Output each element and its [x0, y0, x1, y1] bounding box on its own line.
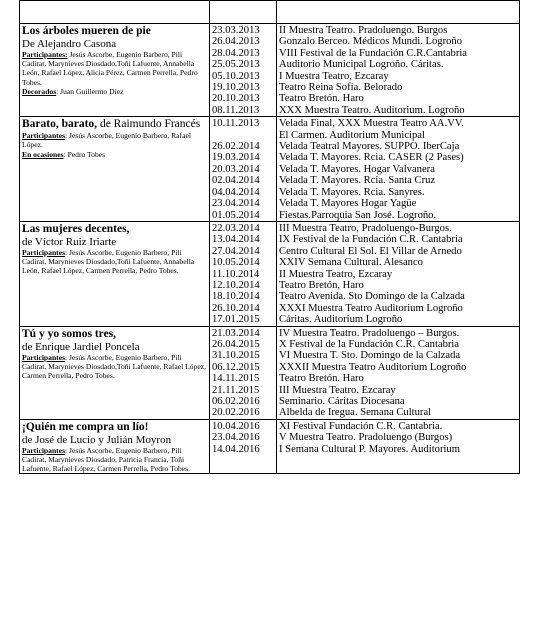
performance-venue: II Muestra Teatro. Pradoluengo. Burgos — [279, 25, 448, 36]
play-row — [20, 24, 520, 117]
play-author: de José de Lucio y Julián Moyron — [22, 433, 172, 446]
performance-venue: III Muestra Teatro, Pradoluengo-Burgos. — [279, 222, 452, 234]
performance-date: 23.04.2016 — [212, 432, 260, 444]
play-title: Barato, barato, de Raimundo Francés — [22, 118, 201, 131]
performance-date: 26.02.2014 — [212, 141, 260, 153]
participants-label: Participantes — [22, 131, 66, 141]
performance-date: 08.11.2013 — [212, 104, 260, 116]
performance-venue: Teatro Bretón. Haro — [279, 373, 364, 385]
performance-date: 04.04.2014 — [212, 186, 260, 198]
performance-venue: Fiestas.Parroquia San José. Logroño. — [279, 209, 437, 221]
extra-label: En ocasiones — [22, 149, 64, 159]
performance-venue: XXX Muestra Teatro. Auditorium. Logroño — [279, 104, 465, 116]
extra-text: : Pedro Tobes — [63, 149, 106, 159]
performance-date — [212, 130, 274, 141]
performance-venue: Centro Cultural El Sol. El Villar de Arnedo — [279, 245, 462, 257]
performance-venue: I Semana Cultural P. Mayores. Auditorium — [279, 443, 460, 455]
performance-venue: XXXII Muestra Teatro Auditorium Logroño — [279, 361, 467, 373]
performance-date: 23.04.2014 — [212, 198, 260, 210]
dates-cell — [210, 419, 277, 474]
performance-venue: Teatro Reina Sofía. Belorado — [279, 82, 403, 94]
performance-venue: XI Festival Fundación C.R. Cantabria. — [279, 420, 443, 432]
performance-venue: Velada T. Mayores. Rcia. Sanyres. — [279, 186, 425, 198]
play-info-cell — [20, 24, 210, 117]
performance-date: 10.11.2013 — [212, 118, 260, 130]
play-info-cell — [20, 117, 210, 222]
play-author: De Alejandro Casona — [22, 38, 117, 50]
performance-date: 17.01.2015 — [212, 314, 260, 326]
performance-date: 01.05.2014 — [212, 209, 260, 221]
performance-venue: Velada Teatral Mayores. SUPPO. IberCaja — [279, 141, 460, 153]
play-info-cell — [20, 419, 210, 474]
performance-date: 12.10.2014 — [212, 279, 260, 291]
performance-venue: XXIV Semana Cultural. Alesanco — [279, 257, 423, 269]
play-title: ¡Quién me compra un lío! — [22, 420, 149, 433]
play-title: Tú y yo somos tres, — [22, 327, 117, 340]
performance-venue: II Muestra Teatro, Ezcaray — [279, 268, 393, 280]
performance-venue: Velada Final, XXX Muestra Teatro AA.VV. — [279, 118, 464, 130]
performance-date: 06.02.2016 — [212, 396, 260, 407]
performance-venue: III Muestra Teatro. Ezcaray — [279, 384, 396, 396]
venues-cell — [277, 24, 520, 117]
venues-cell — [277, 326, 520, 419]
performance-venue: VI Muestra T. Sto. Domingo de la Calzada — [279, 350, 461, 362]
performance-date: 10.05.2014 — [212, 257, 260, 269]
performance-venue: V Muestra Teatro. Pradoluengo (Burgos) — [279, 432, 453, 444]
performance-venue: Gonzalo Berceo. Médicos Mundi. Logroño — [279, 36, 462, 48]
performance-date: 14.11.2015 — [212, 373, 260, 385]
performance-venue: Velada T. Mayores. Rcia. CASER (2 Pases) — [279, 152, 464, 164]
performance-date: 11.10.2014 — [212, 268, 260, 280]
performance-date: 19.03.2014 — [212, 152, 260, 164]
participants-list: : Jesús Ascorbe, Eugenio Barbero, Pili Cadirat, Marynieves Diosdado,Toñi Lafuente, Annabella León, Rafael López, Carmen Perrella, Pedro Tobes. — [22, 247, 195, 276]
play-info-cell — [20, 326, 210, 419]
dates-cell — [210, 24, 277, 117]
performance-venue: VIII Festival de la Fundación C.R.Cantabria — [279, 47, 467, 59]
performance-date: 05.10.2013 — [212, 70, 260, 82]
performance-venue: Teatro Bretón, Haro — [279, 279, 364, 291]
extra-label: Decorados — [22, 86, 57, 96]
performance-venue: Albelda de Iregua. Semana Cultural — [279, 407, 432, 419]
performance-date: 20.10.2013 — [212, 93, 260, 105]
performance-date: 26.04.2015 — [212, 338, 260, 350]
performance-venue: Auditorio Municipal Logroño. Cáritas. — [279, 59, 444, 71]
performance-date: 19.10.2013 — [212, 82, 260, 94]
participants — [22, 248, 207, 276]
performance-date: 10.04.2016 — [212, 420, 260, 432]
performance-venue: Velada T. Mayores. Hogar Valvanera — [279, 163, 435, 175]
performance-venue: Teatro Avenida. Sto Domingo de la Calzada — [279, 291, 465, 303]
participants — [22, 446, 207, 474]
performance-date: 20.02.2016 — [212, 407, 260, 419]
table-row-top — [20, 1, 520, 24]
performance-date: 26.10.2014 — [212, 302, 260, 314]
performance-date: 21.11.2015 — [212, 384, 260, 396]
performance-date: 02.04.2014 — [212, 175, 260, 187]
performance-venue: El Carmen. Auditorium Municipal — [279, 129, 425, 141]
play-info-cell — [20, 221, 210, 326]
play-row — [20, 221, 520, 326]
performance-date: 26.04.2013 — [212, 36, 260, 48]
extra-text: : Juan Guillermo Díez — [56, 86, 124, 96]
venues-cell — [277, 419, 520, 474]
participants-list: Jesús Ascorbe, Eugenio Barbero, Pili Cadirat, Marynieves Diosdado,Toñi Lafuente, Annabella León, Rafael López, Alicia Pérez, Carmen Perrella, Pedro Tobes. — [22, 50, 198, 87]
performance-venue: IX Festival de la Fundación C.R. Cantabria — [279, 234, 463, 246]
participants-label: Participantes — [22, 445, 66, 455]
participants-label: Participantes: — [22, 50, 68, 59]
performance-date: 13.04.2014 — [212, 234, 260, 246]
participants-label: Participantes — [22, 247, 66, 257]
performance-date: 25.05.2013 — [212, 59, 260, 71]
performance-venue: XXXI Muestra Teatro Auditorium Logroño — [279, 302, 463, 314]
play-author: de Enrique Jardiel Poncela — [22, 340, 140, 353]
participants-label: Participantes — [22, 352, 66, 362]
performance-venue: Teatro Bretón. Haro — [279, 93, 364, 105]
dates-cell — [210, 117, 277, 222]
dates-cell — [210, 221, 277, 326]
performance-date: 14.04.2016 — [212, 443, 260, 455]
play-row — [20, 326, 520, 419]
play-title: Las mujeres decentes, — [22, 222, 130, 235]
performance-date: 21.03.2014 — [212, 327, 260, 339]
play-row — [20, 419, 520, 474]
performance-venue: Velada T. Mayores Hogar Yagüe — [279, 198, 417, 210]
dates-cell — [210, 326, 277, 419]
play-row — [20, 117, 520, 222]
performance-venue: Cáritas. Auditorium Logroño — [279, 314, 403, 326]
performance-date: 27.04.2014 — [212, 245, 260, 257]
performance-date: 28.04.2013 — [212, 47, 260, 59]
participants-list: : Jesús Ascorbe, Eugenio Barbero, Pili Cadirat, Marynieves Diosdado,Toñi Lafuente, Rafael López, Carmen Perrella, Pedro Tobes. — [22, 352, 206, 380]
extra-credit — [22, 150, 207, 159]
participants — [22, 50, 207, 87]
performance-date: 22.03.2014 — [212, 222, 260, 234]
performance-date: 23.03.2013 — [212, 25, 260, 36]
performances-table — [19, 0, 520, 474]
venues-cell — [277, 221, 520, 326]
performance-date: 06.12.2015 — [212, 361, 260, 373]
play-title: Los árboles mueren de pie — [22, 25, 151, 37]
performance-date: 18.10.2014 — [212, 291, 260, 303]
participants-list: : Jesús Ascorbe, Eugenio Barbero, Pili Cadirat, Marynieves Diosdado, Patricia Francia, Toñi Lafuente, Rafael López, Carmen Perrella, Pedro Tobes. — [22, 445, 191, 474]
performance-venue: Velada T. Mayores. Rcia. Santa Cruz — [279, 175, 436, 187]
performance-venue: Seminario. Cáritas Diocesana — [279, 396, 405, 407]
play-author-inline: de Raimundo Francés — [97, 118, 201, 131]
performance-venue: X Festival de la Fundación C.R. Cantabria — [279, 338, 460, 350]
participants — [22, 353, 207, 381]
participants — [22, 131, 207, 149]
performance-date: 20.03.2014 — [212, 163, 260, 175]
extra-credit — [22, 87, 207, 96]
play-author: de Víctor Ruiz Iriarte — [22, 235, 117, 248]
performance-date: 31.10.2015 — [212, 350, 260, 362]
venues-cell — [277, 117, 520, 222]
performance-venue: IV Muestra Teatro. Pradoluengo – Burgos. — [279, 327, 460, 339]
participants-list: : Jesús Ascorbe, Eugenio Barbero, Rafael López. — [22, 131, 191, 150]
performance-venue: I Muestra Teatro, Ezcaray — [279, 70, 389, 82]
